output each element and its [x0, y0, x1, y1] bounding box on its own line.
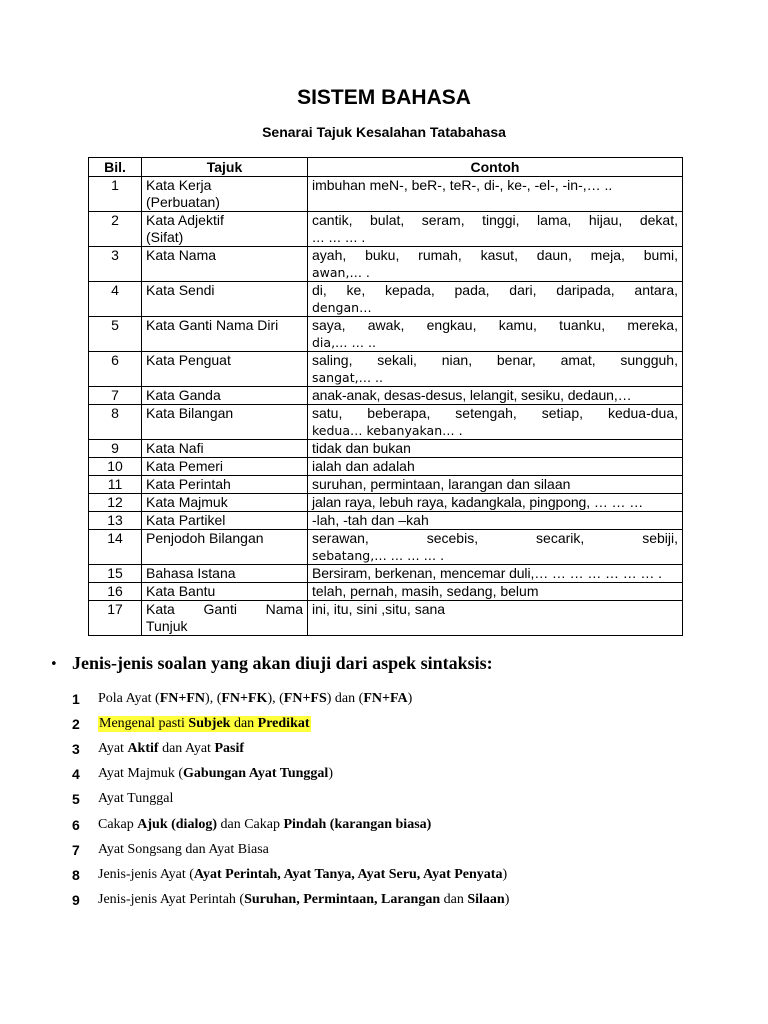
tajuk-line: Kata Sendi — [146, 282, 215, 298]
tajuk-line: Kata Pemeri — [146, 458, 224, 474]
text-run: dan Cakap — [217, 816, 284, 832]
text-run: dan — [440, 892, 468, 908]
cell-bil: 3 — [89, 247, 142, 282]
bold-text: Ajuk (dialog) — [137, 816, 217, 832]
cell-bil: 4 — [89, 282, 142, 317]
tajuk-line: Kata Perintah — [146, 476, 231, 492]
text-run: Ayat Tunggal — [98, 791, 174, 807]
tajuk-line: Penjodoh Bilangan — [146, 530, 264, 546]
table-row — [89, 512, 683, 530]
tajuk-line: Kata Bilangan — [146, 405, 234, 421]
tajuk-line: Kata Penguat — [146, 352, 231, 368]
cell-tajuk — [142, 282, 308, 317]
cell-contoh — [308, 247, 683, 282]
cell-tajuk — [142, 247, 308, 282]
bullet-icon: • — [50, 657, 58, 672]
contoh-line: di, ke, kepada, pada, dari, daripada, antara, — [312, 282, 678, 298]
cell-contoh — [308, 212, 683, 247]
list-item-number: 7 — [72, 841, 80, 858]
question-list — [72, 686, 509, 913]
table-row — [89, 387, 683, 405]
list-item — [72, 762, 509, 787]
text-run: Mengenal pasti — [99, 715, 189, 731]
cell-tajuk — [142, 177, 308, 212]
cell-contoh — [308, 530, 683, 565]
list-item-text — [98, 867, 507, 883]
contoh-line-2: sangat,… .. — [312, 370, 383, 385]
table-body — [89, 177, 683, 636]
section-heading: Jenis-jenis soalan yang akan diuji dari aspek sintaksis: — [72, 653, 493, 673]
text-run: ), ( — [205, 690, 222, 706]
cell-tajuk — [142, 440, 308, 458]
cell-bil: 16 — [89, 583, 142, 601]
bold-text: Subjek — [188, 715, 231, 731]
contoh-line: ialah dan adalah — [312, 458, 415, 474]
cell-bil: 15 — [89, 565, 142, 583]
cell-tajuk — [142, 530, 308, 565]
cell-contoh — [308, 387, 683, 405]
list-item — [72, 888, 509, 913]
contoh-line: Bersiram, berkenan, mencemar duli,… … … … … … … . — [312, 565, 662, 581]
list-item-text — [98, 716, 311, 732]
cell-tajuk — [142, 565, 308, 583]
cell-tajuk — [142, 352, 308, 387]
cell-contoh — [308, 352, 683, 387]
tajuk-line-2: Tunjuk — [146, 618, 188, 634]
bold-text: Suruhan, Permintaan, Larangan — [244, 892, 441, 908]
contoh-line: ayah, buku, rumah, kasut, daun, meja, bumi, — [312, 247, 678, 263]
bold-text: Aktif — [127, 740, 159, 756]
cell-tajuk — [142, 212, 308, 247]
bold-text: Gabungan Ayat Tunggal — [183, 766, 329, 782]
text-run: ) — [502, 866, 508, 882]
tajuk-line: Kata Ganti Nama Diri — [146, 317, 279, 333]
cell-contoh — [308, 177, 683, 212]
list-item-text — [98, 791, 173, 807]
text-run: Ayat Majmuk ( — [98, 766, 184, 782]
list-item — [72, 812, 509, 837]
list-item-number: 9 — [72, 892, 80, 909]
text-run: ) — [407, 690, 413, 706]
list-item-text — [98, 741, 244, 757]
bold-text: FN+FN — [159, 690, 206, 706]
table-row — [89, 458, 683, 476]
table-row — [89, 405, 683, 440]
header-bil: Bil. — [89, 158, 142, 177]
cell-tajuk — [142, 494, 308, 512]
contoh-line-2: … … … . — [312, 230, 366, 245]
cell-bil: 2 — [89, 212, 142, 247]
list-item-number: 1 — [72, 690, 80, 707]
cell-bil: 13 — [89, 512, 142, 530]
contoh-line-2: dengan… — [312, 300, 372, 315]
cell-contoh — [308, 512, 683, 530]
tajuk-line: Bahasa Istana — [146, 565, 236, 581]
table-row — [89, 476, 683, 494]
cell-contoh — [308, 317, 683, 352]
text-run: ), ( — [267, 690, 284, 706]
table-header-row — [89, 158, 683, 177]
contoh-line: jalan raya, lebuh raya, kadangkala, pingpong, … … … — [312, 494, 644, 510]
table-row — [89, 440, 683, 458]
tajuk-line-2: (Perbuatan) — [146, 194, 220, 210]
bold-text: Pindah (karangan biasa) — [283, 816, 432, 832]
contoh-line: tidak dan bukan — [312, 440, 411, 456]
table-row — [89, 352, 683, 387]
table-row — [89, 565, 683, 583]
text-run: ) dan ( — [326, 690, 364, 706]
grammar-topics-table — [88, 157, 683, 636]
cell-bil: 5 — [89, 317, 142, 352]
contoh-line: anak-anak, desas-desus, lelangit, sesiku, dedaun,… — [312, 387, 632, 403]
tajuk-line: Kata Ganti Nama — [146, 601, 303, 617]
cell-contoh — [308, 282, 683, 317]
tajuk-line: Kata Majmuk — [146, 494, 228, 510]
text-run: Ayat Songsang dan Ayat Biasa — [98, 841, 269, 857]
bold-text: FN+FA — [363, 690, 408, 706]
list-item — [72, 736, 509, 761]
cell-contoh — [308, 440, 683, 458]
text-run: Jenis-jenis Ayat Perintah ( — [98, 892, 245, 908]
table-row — [89, 212, 683, 247]
tajuk-line: Kata Ganda — [146, 387, 221, 403]
bold-text: Predikat — [257, 715, 310, 731]
list-item-text — [98, 691, 412, 707]
text-run: ) — [328, 766, 333, 782]
bold-text: FN+FS — [283, 690, 327, 706]
cell-bil: 12 — [89, 494, 142, 512]
tajuk-line: Kata Partikel — [146, 512, 226, 528]
bold-text: Ayat Perintah, Ayat Tanya, Ayat Seru, Ayat Penyata — [193, 866, 503, 882]
tajuk-line: Kata Nama — [146, 247, 217, 263]
list-item-number: 3 — [72, 740, 80, 757]
contoh-line: satu, beberapa, setengah, setiap, kedua-dua, — [312, 405, 678, 421]
text-run: ) — [504, 892, 510, 908]
cell-bil: 14 — [89, 530, 142, 565]
cell-bil: 7 — [89, 387, 142, 405]
bold-text: Pasif — [214, 740, 244, 756]
text-run: Pola Ayat ( — [98, 690, 160, 706]
list-item-number: 6 — [72, 816, 80, 833]
tajuk-line: Kata Adjektif — [146, 212, 224, 228]
list-item — [72, 686, 509, 711]
cell-tajuk — [142, 387, 308, 405]
cell-bil: 8 — [89, 405, 142, 440]
cell-tajuk — [142, 601, 308, 636]
header-tajuk: Tajuk — [142, 158, 308, 177]
cell-tajuk — [142, 476, 308, 494]
tajuk-line: Kata Kerja — [146, 177, 212, 193]
text-run: Cakap — [98, 816, 138, 832]
contoh-line: ini, itu, sini ,situ, sana — [312, 601, 446, 617]
cell-tajuk — [142, 405, 308, 440]
cell-contoh — [308, 494, 683, 512]
bold-text: FN+FK — [221, 690, 268, 706]
contoh-line: suruhan, permintaan, larangan dan silaan — [312, 476, 571, 492]
list-item — [72, 862, 509, 887]
cell-tajuk — [142, 512, 308, 530]
contoh-line-2: kedua… kebanyakan… . — [312, 423, 463, 438]
cell-tajuk — [142, 583, 308, 601]
contoh-line: -lah, -tah dan –kah — [312, 512, 429, 528]
tajuk-line: Kata Bantu — [146, 583, 216, 599]
cell-bil: 9 — [89, 440, 142, 458]
table-row — [89, 494, 683, 512]
cell-contoh — [308, 583, 683, 601]
table-row — [89, 247, 683, 282]
contoh-line: imbuhan meN-, beR-, teR-, di-, ke-, -el-, -in-,… .. — [312, 177, 613, 193]
list-item — [72, 837, 509, 862]
list-item-number: 4 — [72, 766, 80, 783]
list-item — [72, 711, 509, 736]
contoh-line: saya, awak, engkau, kamu, tuanku, mereka, — [312, 317, 678, 333]
cell-contoh — [308, 405, 683, 440]
cell-tajuk — [142, 458, 308, 476]
table-row — [89, 317, 683, 352]
cell-contoh — [308, 565, 683, 583]
cell-bil: 11 — [89, 476, 142, 494]
bold-text: Silaan — [467, 892, 505, 908]
tajuk-line: Kata Nafi — [146, 440, 204, 456]
cell-bil: 1 — [89, 177, 142, 212]
list-item-text — [98, 842, 269, 858]
cell-contoh — [308, 458, 683, 476]
contoh-line: saling, sekali, nian, benar, amat, sungguh, — [312, 352, 678, 368]
text-run: Ayat — [98, 740, 128, 756]
text-run: dan Ayat — [158, 740, 215, 756]
list-item-text — [98, 817, 431, 833]
list-item-text — [98, 892, 509, 908]
table-row — [89, 282, 683, 317]
table-row — [89, 601, 683, 636]
cell-contoh — [308, 601, 683, 636]
text-run: dan — [230, 715, 258, 731]
page-subtitle: Senarai Tajuk Kesalahan Tatabahasa — [262, 124, 506, 140]
list-item-text — [98, 766, 333, 782]
cell-tajuk — [142, 317, 308, 352]
header-contoh: Contoh — [308, 158, 683, 177]
cell-bil: 17 — [89, 601, 142, 636]
page-title: SISTEM BAHASA — [297, 86, 471, 109]
cell-bil: 6 — [89, 352, 142, 387]
table-row — [89, 583, 683, 601]
list-item-number: 2 — [72, 715, 80, 732]
list-item — [72, 787, 509, 812]
table-row — [89, 177, 683, 212]
contoh-line-2: dia,… … .. — [312, 335, 376, 350]
list-item-number: 8 — [72, 866, 80, 883]
contoh-line: cantik, bulat, seram, tinggi, lama, hijau, dekat, — [312, 212, 678, 228]
cell-bil: 10 — [89, 458, 142, 476]
contoh-line: telah, pernah, masih, sedang, belum — [312, 583, 539, 599]
contoh-line-2: sebatang,… … … … . — [312, 548, 445, 563]
contoh-line: serawan, secebis, secarik, sebiji, — [312, 530, 678, 546]
tajuk-line-2: (Sifat) — [146, 229, 184, 245]
table-row — [89, 530, 683, 565]
list-item-number: 5 — [72, 791, 80, 808]
text-run: Jenis-jenis Ayat ( — [98, 866, 194, 882]
cell-contoh — [308, 476, 683, 494]
contoh-line-2: awan,… . — [312, 265, 370, 280]
